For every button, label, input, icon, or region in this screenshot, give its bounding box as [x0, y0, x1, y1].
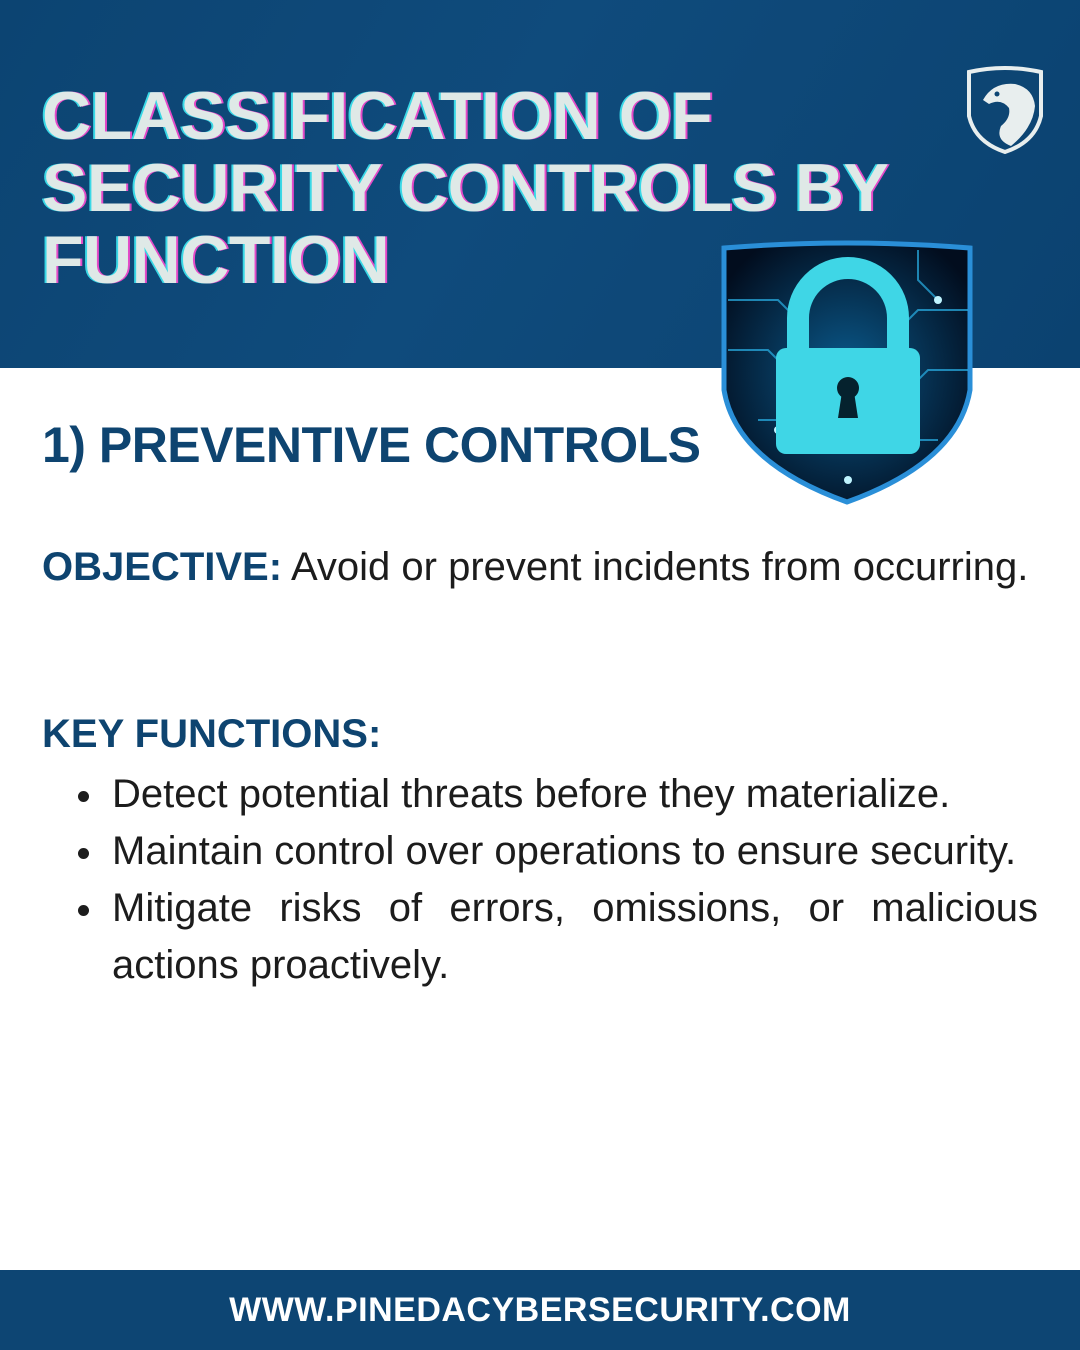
key-functions-list — [112, 766, 1038, 994]
page-title: CLASSIFICATION OF SECURITY CONTROLS BY FUNCTION — [42, 78, 888, 298]
section-title: 1) PREVENTIVE CONTROLS — [42, 417, 701, 473]
objective-paragraph — [42, 538, 1038, 596]
objective-label: OBJECTIVE: — [42, 545, 283, 589]
footer-bar — [0, 1270, 1080, 1350]
list-item: Detect potential threats before they materialize. — [112, 766, 1038, 823]
padlock-shield-icon — [718, 240, 976, 506]
key-functions-heading: KEY FUNCTIONS: — [42, 712, 382, 756]
list-item: Maintain control over operations to ensure security. — [112, 823, 1038, 880]
website-link[interactable]: WWW.PINEDACYBERSECURITY.COM — [229, 1290, 851, 1329]
list-item: Mitigate risks of errors, omissions, or malicious actions proactively. — [112, 880, 1038, 994]
objective-text: Avoid or prevent incidents from occurring. — [282, 545, 1029, 589]
eagle-shield-logo-icon — [965, 66, 1045, 154]
